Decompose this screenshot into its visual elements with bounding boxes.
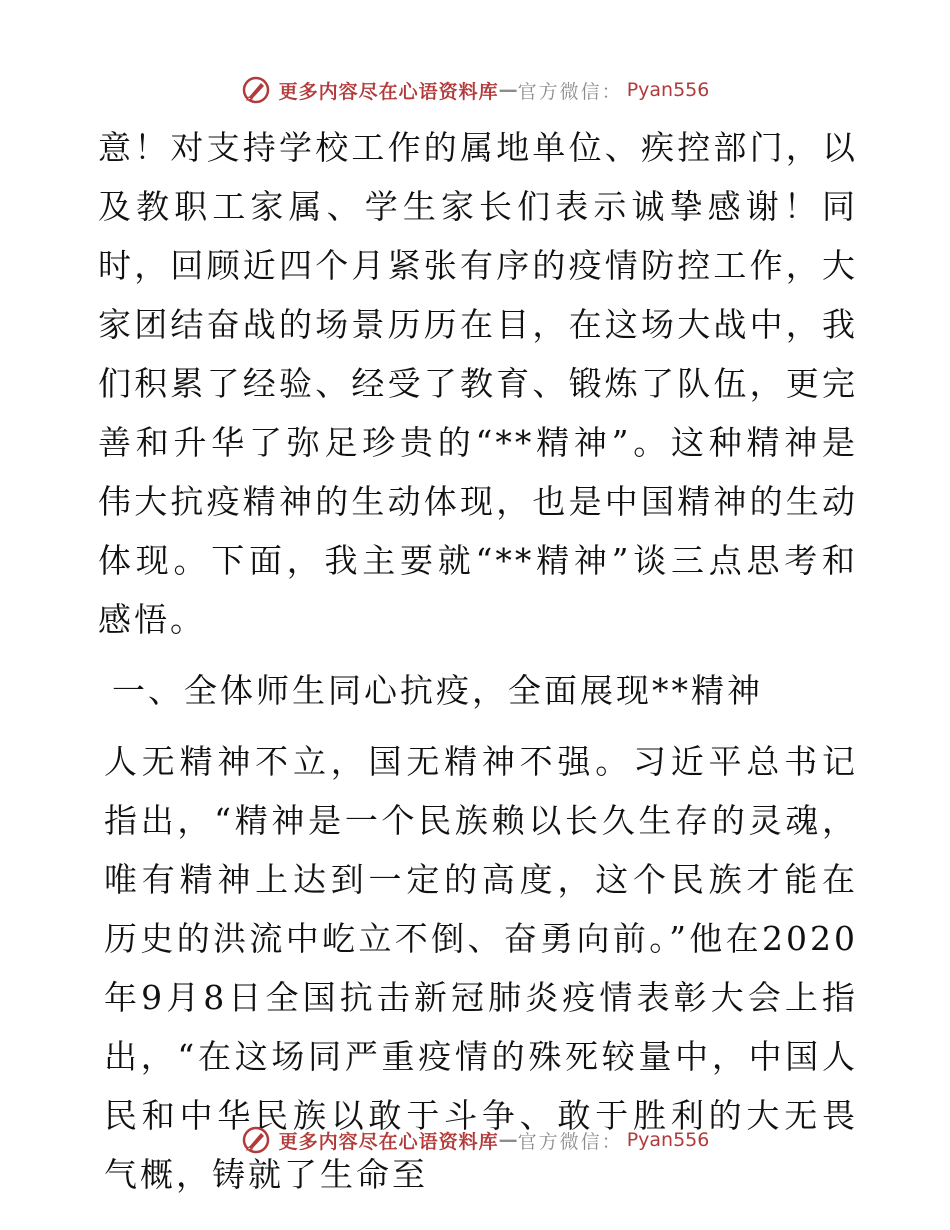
paragraph-body: 人无精神不立，国无精神不强。习近平总书记指出，“精神是一个民族赖以长久生存的灵魂，唯有精神上达到一定的高度，这个民族才能在历史的洪流中屹立不倒、奋勇向前。”他在2020年9月8日全国抗击新冠肺炎疫情表彰大会上指出，“在这场同严重疫情的殊死较量中，中国人民和中华民族以敢于斗争、敢于胜利的大无畏气概，铸就了生命至: [104, 742, 858, 1194]
footer-watermark-banner: [0, 1120, 950, 1160]
document-body: [98, 118, 858, 1204]
banner-wechat-label: 官方微信：: [517, 1130, 623, 1153]
banner-wechat-id: Pyan556: [626, 1129, 710, 1151]
banner-wechat-label: 官方微信：: [517, 80, 623, 103]
banner-separator: —: [498, 1129, 518, 1151]
banner-wechat-id: Pyan556: [626, 79, 710, 101]
pen-logo-icon: [241, 75, 271, 105]
pen-logo-icon: [241, 1125, 271, 1155]
banner-separator: —: [498, 79, 518, 101]
header-watermark-banner: [0, 70, 950, 110]
section-heading: 一、全体师生同心抗疫，全面展现**精神: [112, 671, 763, 710]
paragraph-intro: 意！对支持学校工作的属地单位、疾控部门，以及教职工家属、学生家长们表示诚挚感谢！同时，回顾近四个月紧张有序的疫情防控工作，大家团结奋战的场景历历在目，在这场大战中，我们积累了经验、经受了教育、锻炼了队伍，更完善和升华了弥足珍贵的“**精神”。这种精神是伟大抗疫精神的生动体现，也是中国精神的生动体现。下面，我主要就“**精神”谈三点思考和感悟。: [98, 128, 858, 639]
banner-brand-text: 更多内容尽在心语资料库: [278, 80, 499, 103]
banner-brand-text: 更多内容尽在心语资料库: [278, 1130, 499, 1153]
